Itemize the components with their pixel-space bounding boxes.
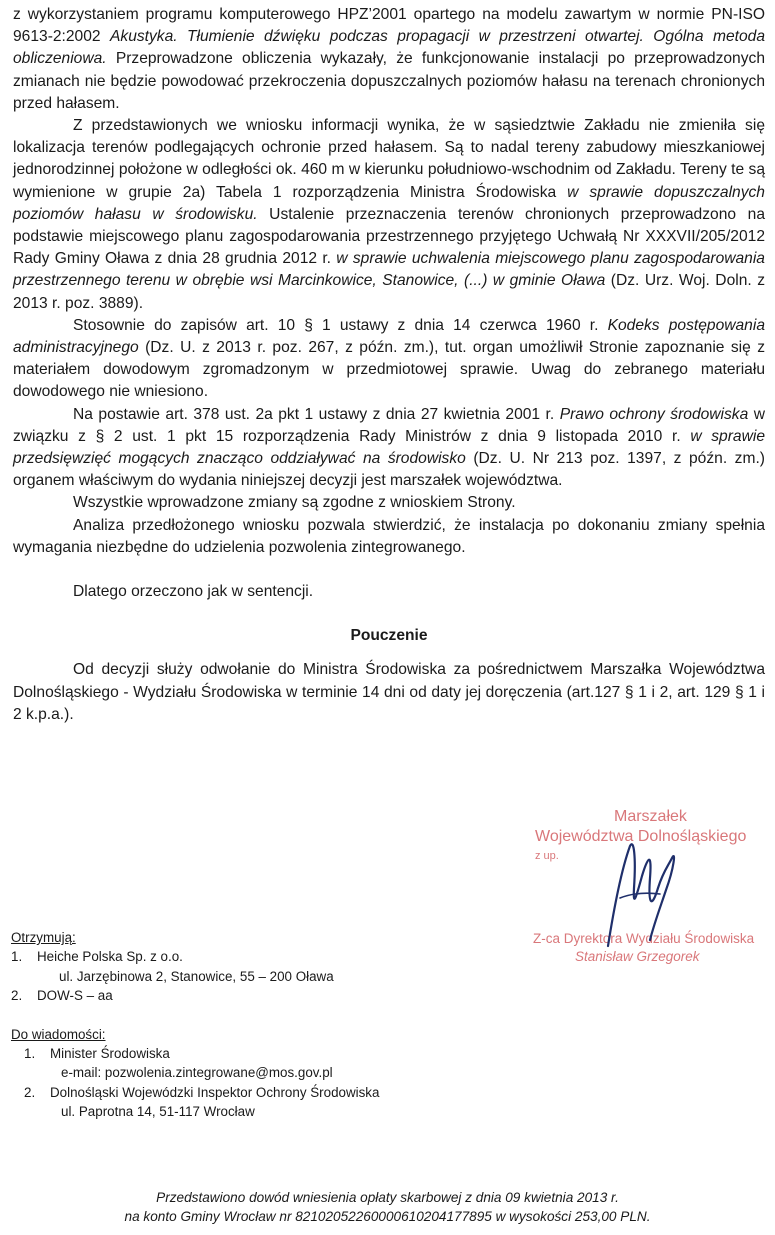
resolution-title: w sprawie uchwalenia miejscowego planu zagospodarowania przestrzennego terenu w obrębie wsi Marcinkowice, Stanowice, (...) w gminie Oława <box>13 250 765 290</box>
list-item-detail: ul. Paprotna 14, 51-117 Wrocław <box>61 1104 255 1120</box>
stamp-line: Marszałek <box>614 808 687 825</box>
paragraph-noise-calculation: z wykorzystaniem programu komputerowego HPZ’2001 opartego na modelu zawartym w normie PN-ISO 9613-2:2002 Akustyka. Tłumienie dźwięku podczas propagacji w przestrzeni otwartej. Ogólna metoda obliczeniowa. Przeprowadzone obliczenia wykazały, że funkcjonowanie instalacji po przeprowadzonych zmianach nie będzie powodować przekroczenia dopuszczalnych poziomów hałasu na terenach chronionych przed hałasem. <box>13 6 765 112</box>
document-body <box>13 4 765 726</box>
official-stamp <box>530 808 775 978</box>
stamp-line: z up. <box>535 850 559 862</box>
list-item: 1. Minister Środowiska <box>24 1046 170 1062</box>
list-item-detail: e-mail: pozwolenia.zintegrowane@mos.gov.pl <box>61 1065 333 1081</box>
stamp-line: Z-ca Dyrektora Wydziału Środowiska <box>533 931 755 946</box>
paragraph-analysis: Analiza przedłożonego wniosku pozwala stwierdzić, że instalacja po dokonaniu zmiany spełnia wymagania niezbędne do udzielenia pozwolenia zintegrowanego. <box>13 516 765 556</box>
spacer <box>11 1006 531 1025</box>
list-item: 2. DOW-S – aa <box>11 988 113 1004</box>
standard-title: Akustyka. Tłumienie dźwięku podczas propagacji w przestrzeni otwartej. Ogólna metoda obliczeniowa. <box>13 28 765 68</box>
section-heading: Pouczenie <box>350 627 428 645</box>
list-item: 2. Dolnośląski Wojewódzki Inspektor Ochrony Środowiska <box>24 1084 380 1100</box>
paragraph-evidence: Stosownie do zapisów art. 10 § 1 ustawy z dnia 14 czerwca 1960 r. Kodeks postępowania administracyjnego (Dz. U. z 2013 r. poz. 267, z późn. zm.), tut. organ umożliwił Stronie zapoznanie się z materiałem dowodowym zgromadzonym w przedmiotowej sprawie. Uwag do zebranego materiału dowodowego nie wniesiono. <box>13 316 765 401</box>
act-title: Prawo ochrony środowiska <box>559 405 749 423</box>
paragraph-protected-areas: Z przedstawionych we wniosku informacji wynika, że w sąsiedztwie Zakładu nie zmieniła się lokalizacja terenów podlegających ochronie przed hałasem. Są to nadal tereny zabudowy mieszkaniowej jednorodzinnej położone w odległości ok. 460 m w kierunku południowo-wschodnim od Zakładu. Tereny te są wymienione w grupie 2a) Tabela 1 rozporządzenia Ministra Środowiska w sprawie dopuszczalnych poziomów hałasu w środowisku. Ustalenie przeznaczenia terenów chronionych przeprowadzono na podstawie miejscowego planu zagospodarowania przestrzennego przyjętego Uchwałą Nr XXXVII/205/2012 Rady Gminy Oława z dnia 28 grudnia 2012 r. w sprawie uchwalenia miejscowego planu zagospodarowania przestrzennego terenu w obrębie wsi Marcinkowice, Stanowice, (...) w gminie Oława (Dz. Urz. Woj. Doln. z 2013 r. poz. 3889). <box>13 117 765 312</box>
spacer <box>13 603 765 625</box>
recipients-label: Otrzymują: <box>11 930 76 945</box>
list-item: 1. Heiche Polska Sp. z o.o. <box>11 949 183 965</box>
signature-icon <box>600 828 690 958</box>
spacer <box>13 647 765 659</box>
fee-note-line: na konto Gminy Wrocław nr 82102052260000610204177895 w wysokości 253,00 PLN. <box>124 1208 651 1224</box>
recipients-list <box>11 928 531 1122</box>
paragraph-competence: Na postawie art. 378 ust. 2a pkt 1 ustawy z dnia 27 kwietnia 2001 r. Prawo ochrony środowiska w związku z § 2 ust. 1 pkt 15 rozporządzenia Rady Ministrów z dnia 9 listopada 2010 r. w sprawie przedsięwzięć mogących znacząco oddziaływać na środowisko (Dz. U. Nr 213 poz. 1397, z późn. zm.) organem właściwym do wydania niniejszej decyzji jest marszałek województwa. <box>13 405 765 490</box>
decree-title: w sprawie przedsięwzięć mogących znacząco oddziaływać na środowisko <box>13 427 765 468</box>
paragraph-changes: Wszystkie wprowadzone zmiany są zgodne z wnioskiem Strony. <box>73 494 516 512</box>
stamp-line: Województwa Dolnośląskiego <box>535 828 747 845</box>
fee-note <box>0 1189 775 1226</box>
fee-note-line: Przedstawiono dowód wniesienia opłaty skarbowej z dnia 09 kwietnia 2013 r. <box>156 1190 619 1205</box>
spacer <box>13 559 765 581</box>
code-title: Kodeks postępowania administracyjnego <box>13 316 765 357</box>
regulation-title: w sprawie dopuszczalnych poziomów hałasu w środowisku. <box>13 183 765 223</box>
paragraph-appeal: Od decyzji służy odwołanie do Ministra Środowiska za pośrednictwem Marszałka Województwa Dolnośląskiego - Wydziału Środowiska w terminie 14 dni od daty jej doręczenia (art.127 § 1 i 2, art. 129 § 1 i 2 k.p.a.). <box>13 661 765 723</box>
cc-label: Do wiadomości: <box>11 1026 106 1042</box>
stamp-line: Stanisław Grzegorek <box>575 949 700 964</box>
list-item-detail: ul. Jarzębinowa 2, Stanowice, 55 – 200 Oława <box>59 968 334 984</box>
paragraph-ruling: Dlatego orzeczono jak w sentencji. <box>73 583 314 601</box>
